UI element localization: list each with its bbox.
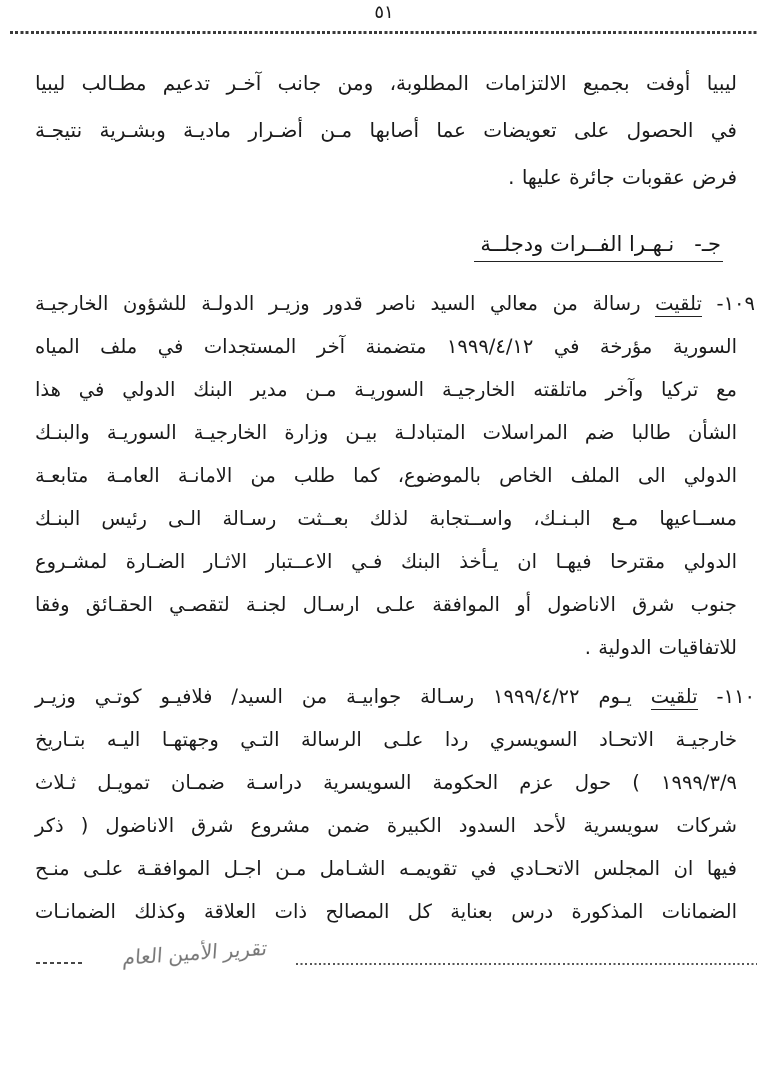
section-heading-text: جـ- نـهـرا الفــرات ودجلــة: [474, 232, 723, 262]
text-line: الدولي الى الملف الخاص بالموضوع، كما طلب من الامانـة العامـة متابعـة: [35, 464, 737, 487]
text-line: الدولي مقترحا فيهـا ان يـأخذ البنك فـي الاعــتبار الاثـار الضـارة لمشـروع: [35, 550, 737, 573]
text-line: ١١٠- تلقيت يـوم ١٩٩٩/٤/٢٢ رسـالة جوابيـة من السيد/ فلافيـو كوتـي وزيـر: [35, 685, 756, 708]
footer-dotted-rule: [296, 963, 757, 965]
section-heading: [35, 232, 755, 268]
text-line: للاتفاقيات الدولية .: [584, 636, 737, 659]
text-line: الضمانات المذكورة درس بعناية كل المصالح ذات العلاقة وكذلك الضمانـات: [35, 900, 737, 923]
paragraph-110: [35, 675, 755, 933]
text-line: السورية مؤرخة في ١٩٩٩/٤/١٢ متضمنة آخر المستجدات في ملف المياه: [35, 335, 738, 358]
underlined-word: تلقيت: [655, 292, 702, 315]
text-line: ليبيا أوفت بجميع الالتزامات المطلوبة، ومن جانب آخـر تدعيم مطـالب ليبيا: [35, 71, 737, 95]
text-line: ١٠٩- تلقيت رسالة من معالي السيد ناصر قدور وزيـر الدولـة للشؤون الخارجيـة: [35, 292, 755, 315]
paragraph-109: [35, 282, 755, 669]
text-line: الشأن طالبا ضم المراسلات المتبادلـة بيـن وزارة الخارجيـة السوريـة والبنـك: [35, 421, 737, 444]
page-footer: [0, 935, 768, 990]
underlined-word: تلقيت: [650, 685, 698, 708]
text-line: خارجيـة الاتحـاد السويسري ردا علـى الرسالة التـي وجهتهـا اليـه بتـاريخ: [35, 728, 737, 751]
text-line: جنوب شرق الاناضول أو الموافقة علـى ارسـال لجنـة لتقصـي الحقـائق وفقا: [35, 593, 737, 616]
text-line: شركات سويسرية لأحد السدود الكبيرة ضمن مشروع شرق الاناضول ( ذكر: [35, 814, 737, 837]
text-line: في الحصول على تعويضات عما أصابها مـن أضـرار ماديـة وبشـرية نتيجـة: [35, 118, 737, 142]
text-line: فيها ان المجلس الاتحـادي في تقويمـه الشـامل مـن اجـل الموافقـة علـى منـح: [35, 857, 737, 880]
intro-paragraph: [35, 60, 755, 201]
text-column: [35, 33, 755, 933]
text-line: مع تركيا وآخر ماتلقته الخارجيـة السوريـة مـن مدير البنك الدولي في هذا: [35, 378, 737, 401]
footer-dash-rule: [36, 962, 84, 964]
page-number: ٥١: [374, 2, 394, 23]
footer-handwritten-note: تقرير الأمين العام: [121, 935, 269, 971]
text-line: ١٩٩٩/٣/٩ ) حول عزم الحكومة السويسرية دراسـة ضمـان تمويـل ثـلاث: [35, 771, 737, 794]
text-line: مســاعيها مـع البـنـك، واســتجابة لذلك بعــثت رسـالة الـى رئيس البنـك: [35, 507, 737, 530]
text-line: فرض عقوبات جائرة عليها .: [508, 165, 737, 189]
